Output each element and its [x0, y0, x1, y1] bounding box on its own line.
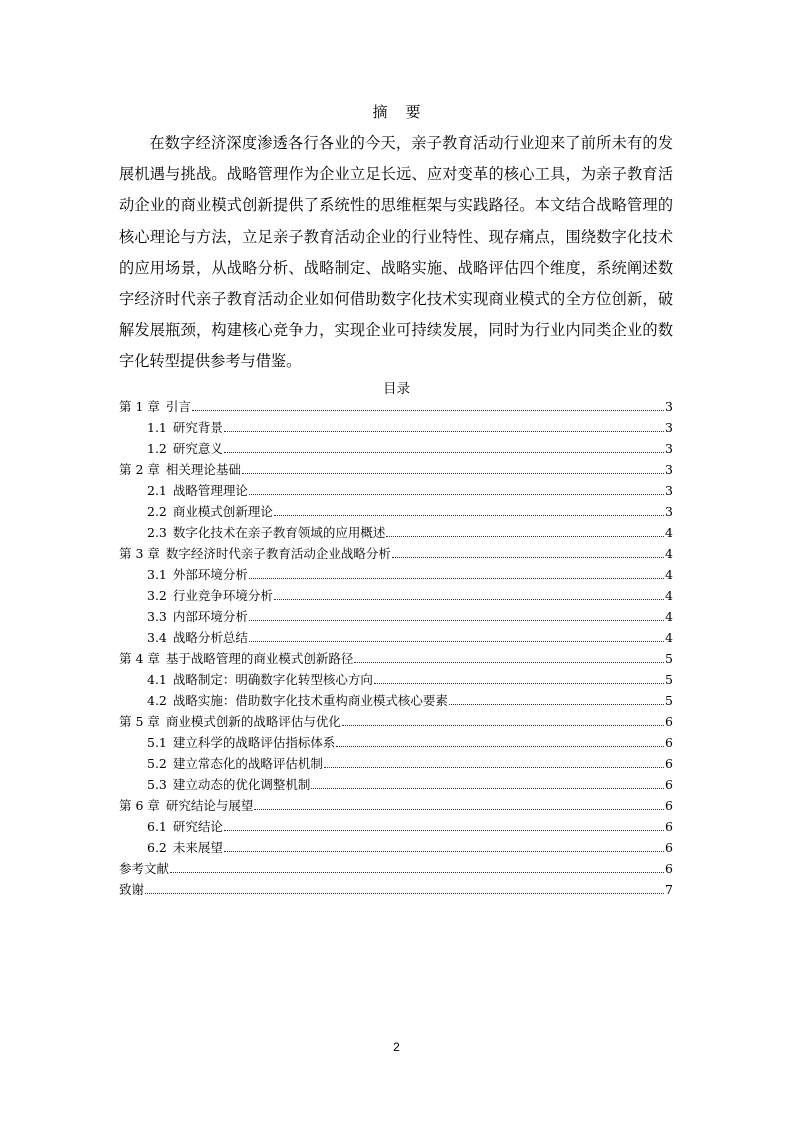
toc-entry-label: 战略制定：明确数字化转型核心方向	[172, 672, 373, 687]
toc-entry-label: 研究背景	[172, 420, 223, 435]
toc-entry-text	[147, 753, 323, 774]
toc-entry-label: 商业模式创新的战略评估与优化	[165, 714, 341, 729]
toc-entry-number: 3.4	[147, 630, 167, 645]
toc-entry-text	[147, 774, 310, 795]
toc-entry[interactable]	[119, 711, 673, 732]
toc-entry-page: 5	[665, 672, 673, 687]
toc-entry-page: 3	[665, 504, 673, 519]
toc-entry-label: 研究结论与展望	[165, 798, 254, 813]
toc-entry-page: 6	[665, 777, 673, 792]
toc-leader-dots	[311, 788, 664, 789]
toc-entry[interactable]	[119, 396, 673, 417]
toc-entry-label: 战略管理理论	[172, 483, 248, 498]
toc-entry-number: 2.3	[147, 525, 167, 540]
toc-entry-label: 战略分析总结	[172, 630, 248, 645]
toc-entry[interactable]	[119, 606, 673, 627]
toc-entry-page: 5	[665, 693, 673, 708]
toc-entry-page: 4	[665, 630, 673, 645]
toc-entry[interactable]	[119, 585, 673, 606]
toc-entry[interactable]	[119, 543, 673, 564]
toc-entry-number: 第 1 章	[119, 399, 160, 414]
toc-entry[interactable]	[119, 669, 673, 690]
toc-leader-dots	[145, 893, 664, 894]
toc-entry-number: 第 6 章	[119, 798, 160, 813]
toc-entry[interactable]	[119, 858, 673, 879]
toc-entry-text	[119, 396, 191, 417]
toc-entry-number: 第 5 章	[119, 714, 160, 729]
toc-entry-page: 3	[665, 399, 673, 414]
toc-entry[interactable]	[119, 480, 673, 501]
abstract-body	[119, 128, 673, 378]
toc-entry-label: 基于战略管理的商业模式创新路径	[165, 651, 354, 666]
toc-entry-label: 未来展望	[172, 840, 223, 855]
toc-entry-label: 战略实施：借助数字化技术重构商业模式核心要素	[172, 693, 448, 708]
toc-entry-page: 6	[665, 819, 673, 834]
toc-entry-page: 7	[665, 882, 673, 897]
toc-entry-label: 建立动态的优化调整机制	[172, 777, 311, 792]
toc-entry-number: 1.1	[147, 420, 167, 435]
toc-entry-number: 6.1	[147, 819, 167, 834]
toc-entry[interactable]	[119, 417, 673, 438]
toc-entry-label: 引言	[165, 399, 191, 414]
toc-entry[interactable]	[119, 564, 673, 585]
toc-entry-number: 4.1	[147, 672, 167, 687]
toc-entry-number: 2.1	[147, 483, 167, 498]
toc-entry-label: 外部环境分析	[172, 567, 248, 582]
toc-entry[interactable]	[119, 837, 673, 858]
page-number: 2	[393, 1040, 400, 1054]
toc-leader-dots	[249, 620, 664, 621]
toc-title: 目录	[383, 381, 410, 397]
toc-leader-dots	[224, 452, 664, 453]
abstract-title-char-2: 要	[405, 103, 421, 121]
toc-entry[interactable]	[119, 753, 673, 774]
toc-entry[interactable]	[119, 522, 673, 543]
toc-entry-label: 行业竞争环境分析	[172, 588, 273, 603]
toc-entry-number: 5.1	[147, 735, 167, 750]
toc-entry-number: 5.3	[147, 777, 167, 792]
toc-entry-number: 2.2	[147, 504, 167, 519]
toc-leader-dots	[192, 410, 664, 411]
toc-entry-page: 4	[665, 525, 673, 540]
toc-entry-page: 5	[665, 651, 673, 666]
toc-entry-number: 4.2	[147, 693, 167, 708]
toc-entry-text	[119, 459, 241, 480]
toc-entry[interactable]	[119, 459, 673, 480]
toc-entry-page: 6	[665, 714, 673, 729]
toc-entry[interactable]	[119, 879, 673, 900]
toc-leader-dots	[449, 704, 664, 705]
toc-leader-dots	[224, 431, 664, 432]
toc-entry-label: 建立常态化的战略评估机制	[172, 756, 323, 771]
toc-entry-number: 3.2	[147, 588, 167, 603]
toc-entry[interactable]	[119, 627, 673, 648]
toc-entry-page: 6	[665, 798, 673, 813]
toc-entry-page: 6	[665, 840, 673, 855]
toc-leader-dots	[242, 473, 664, 474]
toc-entry-text	[147, 669, 373, 690]
toc-entry-label: 相关理论基础	[165, 462, 241, 477]
toc-entry-text	[147, 585, 273, 606]
toc-entry[interactable]	[119, 795, 673, 816]
toc-leader-dots	[274, 599, 664, 600]
toc-entry-label: 建立科学的战略评估指标体系	[172, 735, 336, 750]
toc-entry-page: 4	[665, 588, 673, 603]
toc-entry[interactable]	[119, 501, 673, 522]
toc-entry-text	[147, 438, 223, 459]
toc-entry-text	[147, 627, 248, 648]
toc-entry-text	[147, 837, 223, 858]
toc-entry-text	[147, 732, 335, 753]
toc-entry-label: 研究结论	[172, 819, 223, 834]
toc-leader-dots	[392, 557, 664, 558]
toc-entry-number: 6.2	[147, 840, 167, 855]
toc-entry-text	[147, 690, 448, 711]
toc-entry-page: 4	[665, 609, 673, 624]
abstract-title	[0, 101, 793, 122]
toc-entry-text	[147, 417, 223, 438]
toc-entry-label: 研究意义	[172, 441, 223, 456]
toc-entry-text	[119, 648, 353, 669]
toc-entry[interactable]	[119, 774, 673, 795]
table-of-contents	[119, 396, 673, 900]
toc-entry-number: 第 3 章	[119, 546, 160, 561]
toc-entry-number: 1.2	[147, 441, 167, 456]
toc-entry-page: 6	[665, 861, 673, 876]
toc-leader-dots	[249, 641, 664, 642]
toc-leader-dots	[386, 536, 664, 537]
toc-entry-page: 4	[665, 567, 673, 582]
toc-entry-label: 内部环境分析	[172, 609, 248, 624]
toc-entry-number: 第 4 章	[119, 651, 160, 666]
toc-leader-dots	[336, 746, 664, 747]
toc-entry-text	[119, 795, 253, 816]
toc-entry-text	[119, 543, 391, 564]
toc-entry-text	[147, 606, 248, 627]
toc-entry-text	[147, 816, 223, 837]
toc-entry-page: 4	[665, 546, 673, 561]
toc-entry-label: 商业模式创新理论	[172, 504, 273, 519]
toc-leader-dots	[342, 725, 664, 726]
toc-entry[interactable]	[119, 690, 673, 711]
toc-entry-label: 数字经济时代亲子教育活动企业战略分析	[165, 546, 391, 561]
toc-entry[interactable]	[119, 648, 673, 669]
toc-leader-dots	[374, 683, 664, 684]
toc-entry-text	[119, 858, 169, 879]
toc-entry-text	[119, 711, 341, 732]
toc-leader-dots	[224, 830, 664, 831]
toc-entry-text	[147, 564, 248, 585]
toc-entry-page: 3	[665, 462, 673, 477]
toc-entry-number: 3.3	[147, 609, 167, 624]
toc-entry-page: 6	[665, 735, 673, 750]
toc-entry-label: 参考文献	[119, 861, 170, 876]
toc-entry[interactable]	[119, 816, 673, 837]
toc-entry-number: 5.2	[147, 756, 167, 771]
toc-entry-text	[147, 522, 385, 543]
toc-leader-dots	[170, 872, 664, 873]
toc-leader-dots	[254, 809, 664, 810]
toc-entry[interactable]	[119, 732, 673, 753]
toc-leader-dots	[249, 494, 664, 495]
toc-entry-text	[147, 501, 273, 522]
toc-entry-page: 6	[665, 756, 673, 771]
toc-entry-label: 数字化技术在亲子教育领域的应用概述	[172, 525, 386, 540]
abstract-title-char-1: 摘	[372, 103, 388, 121]
toc-leader-dots	[274, 515, 664, 516]
toc-entry-number: 第 2 章	[119, 462, 160, 477]
toc-entry-page: 3	[665, 441, 673, 456]
toc-leader-dots	[224, 851, 664, 852]
toc-entry-text	[119, 879, 144, 900]
toc-entry-number: 3.1	[147, 567, 167, 582]
toc-leader-dots	[324, 767, 664, 768]
toc-entry-text	[147, 480, 248, 501]
toc-entry[interactable]	[119, 438, 673, 459]
toc-entry-page: 3	[665, 483, 673, 498]
toc-entry-label: 致谢	[119, 882, 145, 897]
toc-leader-dots	[354, 662, 664, 663]
toc-entry-page: 3	[665, 420, 673, 435]
toc-leader-dots	[249, 578, 664, 579]
abstract-paragraph: 在数字经济深度渗透各行各业的今天，亲子教育活动行业迎来了前所未有的发展机遇与挑战。战略管理作为企业立足长远、应对变革的核心工具，为亲子教育活动企业的商业模式创新提供了系统性的思维框架与实践路径。本文结合战略管理的核心理论与方法，立足亲子教育活动企业的行业特性、现存痛点，围绕数字化技术的应用场景，从战略分析、战略制定、战略实施、战略评估四个维度，系统阐述数字经济时代亲子教育活动企业如何借助数字化技术实现商业模式的全方位创新，破解发展瓶颈，构建核心竞争力，实现企业可持续发展，同时为行业内同类企业的数字化转型提供参考与借鉴。	[119, 134, 673, 371]
